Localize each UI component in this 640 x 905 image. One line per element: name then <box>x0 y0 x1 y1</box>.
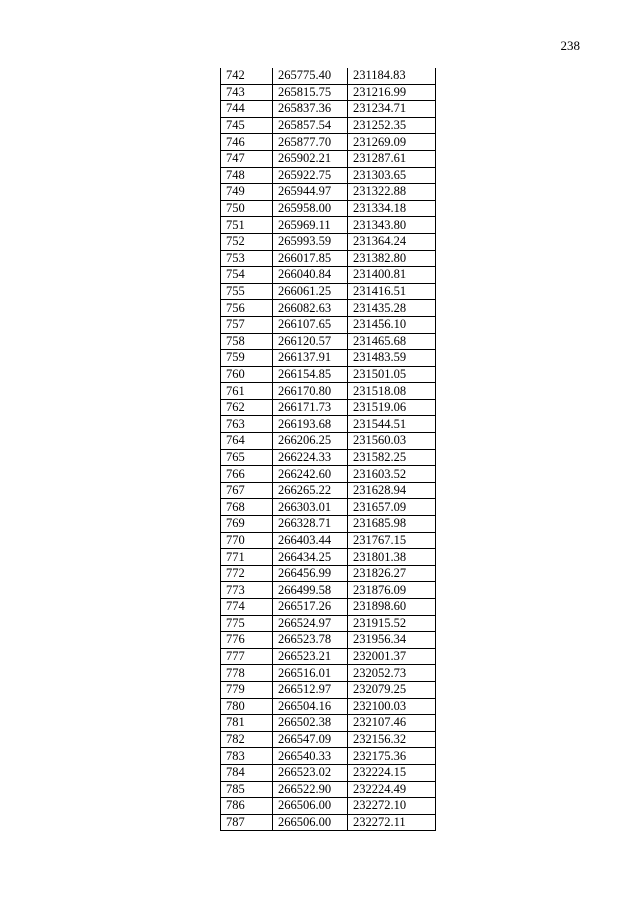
y-coordinate-cell: 231416.51 <box>348 283 436 300</box>
point-number-cell: 771 <box>221 549 273 566</box>
x-coordinate-cell: 266061.25 <box>273 283 348 300</box>
y-coordinate-cell: 232052.73 <box>348 665 436 682</box>
x-coordinate-cell: 266193.68 <box>273 416 348 433</box>
point-number-cell: 750 <box>221 200 273 217</box>
x-coordinate-cell: 265902.21 <box>273 150 348 167</box>
point-number-cell: 751 <box>221 217 273 234</box>
point-number-cell: 743 <box>221 84 273 101</box>
x-coordinate-cell: 265837.36 <box>273 101 348 118</box>
y-coordinate-cell: 231685.98 <box>348 516 436 533</box>
y-coordinate-cell: 231767.15 <box>348 532 436 549</box>
y-coordinate-cell: 231343.80 <box>348 217 436 234</box>
table-row <box>221 433 436 450</box>
table-row <box>221 184 436 201</box>
y-coordinate-cell: 231560.03 <box>348 433 436 450</box>
table-row <box>221 383 436 400</box>
table-row <box>221 648 436 665</box>
point-number-cell: 775 <box>221 615 273 632</box>
x-coordinate-cell: 265969.11 <box>273 217 348 234</box>
y-coordinate-cell: 231501.05 <box>348 366 436 383</box>
point-number-cell: 773 <box>221 582 273 599</box>
table-row <box>221 781 436 798</box>
y-coordinate-cell: 231334.18 <box>348 200 436 217</box>
y-coordinate-cell: 231519.06 <box>348 399 436 416</box>
point-number-cell: 779 <box>221 681 273 698</box>
y-coordinate-cell: 231435.28 <box>348 300 436 317</box>
y-coordinate-cell: 232001.37 <box>348 648 436 665</box>
y-coordinate-cell: 231234.71 <box>348 101 436 118</box>
x-coordinate-cell: 265958.00 <box>273 200 348 217</box>
y-coordinate-cell: 231252.35 <box>348 117 436 134</box>
x-coordinate-cell: 266403.44 <box>273 532 348 549</box>
y-coordinate-cell: 231657.09 <box>348 499 436 516</box>
point-number-cell: 746 <box>221 134 273 151</box>
y-coordinate-cell: 231303.65 <box>348 167 436 184</box>
point-number-cell: 754 <box>221 267 273 284</box>
point-number-cell: 742 <box>221 68 273 84</box>
point-number-cell: 753 <box>221 250 273 267</box>
table-row <box>221 217 436 234</box>
x-coordinate-cell: 266170.80 <box>273 383 348 400</box>
x-coordinate-cell: 266082.63 <box>273 300 348 317</box>
x-coordinate-cell: 266523.02 <box>273 764 348 781</box>
table-row <box>221 350 436 367</box>
table-row <box>221 582 436 599</box>
x-coordinate-cell: 266206.25 <box>273 433 348 450</box>
x-coordinate-cell: 266523.21 <box>273 648 348 665</box>
y-coordinate-cell: 231456.10 <box>348 316 436 333</box>
point-number-cell: 755 <box>221 283 273 300</box>
point-number-cell: 766 <box>221 466 273 483</box>
x-coordinate-cell: 265993.59 <box>273 233 348 250</box>
x-coordinate-cell: 266303.01 <box>273 499 348 516</box>
y-coordinate-cell: 232224.49 <box>348 781 436 798</box>
y-coordinate-cell: 232175.36 <box>348 748 436 765</box>
table-row <box>221 632 436 649</box>
y-coordinate-cell: 231216.99 <box>348 84 436 101</box>
coordinates-table <box>220 68 436 831</box>
table-row <box>221 748 436 765</box>
table-row <box>221 798 436 815</box>
y-coordinate-cell: 231287.61 <box>348 150 436 167</box>
y-coordinate-cell: 231269.09 <box>348 134 436 151</box>
point-number-cell: 770 <box>221 532 273 549</box>
x-coordinate-cell: 266506.00 <box>273 814 348 831</box>
y-coordinate-cell: 231603.52 <box>348 466 436 483</box>
y-coordinate-cell: 231898.60 <box>348 599 436 616</box>
table-row <box>221 482 436 499</box>
x-coordinate-cell: 266154.85 <box>273 366 348 383</box>
y-coordinate-cell: 232156.32 <box>348 731 436 748</box>
y-coordinate-cell: 232100.03 <box>348 698 436 715</box>
x-coordinate-cell: 266328.71 <box>273 516 348 533</box>
table-row <box>221 764 436 781</box>
point-number-cell: 760 <box>221 366 273 383</box>
x-coordinate-cell: 266120.57 <box>273 333 348 350</box>
y-coordinate-cell: 231801.38 <box>348 549 436 566</box>
table-row <box>221 698 436 715</box>
table-row <box>221 516 436 533</box>
table-row <box>221 167 436 184</box>
y-coordinate-cell: 232079.25 <box>348 681 436 698</box>
x-coordinate-cell: 266107.65 <box>273 316 348 333</box>
x-coordinate-cell: 266137.91 <box>273 350 348 367</box>
y-coordinate-cell: 232107.46 <box>348 715 436 732</box>
x-coordinate-cell: 266506.00 <box>273 798 348 815</box>
table-row <box>221 715 436 732</box>
table-row <box>221 267 436 284</box>
point-number-cell: 764 <box>221 433 273 450</box>
y-coordinate-cell: 231322.88 <box>348 184 436 201</box>
x-coordinate-cell: 266265.22 <box>273 482 348 499</box>
x-coordinate-cell: 266516.01 <box>273 665 348 682</box>
y-coordinate-cell: 231184.83 <box>348 68 436 84</box>
x-coordinate-cell: 266540.33 <box>273 748 348 765</box>
y-coordinate-cell: 231544.51 <box>348 416 436 433</box>
table-row <box>221 499 436 516</box>
table-row <box>221 150 436 167</box>
point-number-cell: 747 <box>221 150 273 167</box>
y-coordinate-cell: 231628.94 <box>348 482 436 499</box>
table-row <box>221 101 436 118</box>
x-coordinate-cell: 266504.16 <box>273 698 348 715</box>
point-number-cell: 786 <box>221 798 273 815</box>
point-number-cell: 762 <box>221 399 273 416</box>
table-row <box>221 117 436 134</box>
y-coordinate-cell: 231826.27 <box>348 565 436 582</box>
point-number-cell: 777 <box>221 648 273 665</box>
y-coordinate-cell: 231483.59 <box>348 350 436 367</box>
y-coordinate-cell: 231956.34 <box>348 632 436 649</box>
x-coordinate-cell: 266171.73 <box>273 399 348 416</box>
point-number-cell: 778 <box>221 665 273 682</box>
table-row <box>221 316 436 333</box>
table-row <box>221 549 436 566</box>
y-coordinate-cell: 231582.25 <box>348 449 436 466</box>
y-coordinate-cell: 231400.81 <box>348 267 436 284</box>
point-number-cell: 787 <box>221 814 273 831</box>
table-row <box>221 665 436 682</box>
point-number-cell: 780 <box>221 698 273 715</box>
point-number-cell: 756 <box>221 300 273 317</box>
y-coordinate-cell: 232272.11 <box>348 814 436 831</box>
point-number-cell: 767 <box>221 482 273 499</box>
table-row <box>221 200 436 217</box>
x-coordinate-cell: 265815.75 <box>273 84 348 101</box>
point-number-cell: 745 <box>221 117 273 134</box>
table-row <box>221 532 436 549</box>
x-coordinate-cell: 266242.60 <box>273 466 348 483</box>
point-number-cell: 761 <box>221 383 273 400</box>
point-number-cell: 759 <box>221 350 273 367</box>
y-coordinate-cell: 231364.24 <box>348 233 436 250</box>
table-row <box>221 283 436 300</box>
table-row <box>221 68 436 84</box>
x-coordinate-cell: 266524.97 <box>273 615 348 632</box>
x-coordinate-cell: 265922.75 <box>273 167 348 184</box>
x-coordinate-cell: 266434.25 <box>273 549 348 566</box>
table-row <box>221 366 436 383</box>
y-coordinate-cell: 231876.09 <box>348 582 436 599</box>
x-coordinate-cell: 265857.54 <box>273 117 348 134</box>
table-row <box>221 300 436 317</box>
x-coordinate-cell: 266499.58 <box>273 582 348 599</box>
point-number-cell: 769 <box>221 516 273 533</box>
point-number-cell: 772 <box>221 565 273 582</box>
x-coordinate-cell: 265944.97 <box>273 184 348 201</box>
table-row <box>221 233 436 250</box>
x-coordinate-cell: 266522.90 <box>273 781 348 798</box>
y-coordinate-cell: 232224.15 <box>348 764 436 781</box>
point-number-cell: 774 <box>221 599 273 616</box>
point-number-cell: 749 <box>221 184 273 201</box>
table-row <box>221 134 436 151</box>
point-number-cell: 757 <box>221 316 273 333</box>
x-coordinate-cell: 266224.33 <box>273 449 348 466</box>
point-number-cell: 784 <box>221 764 273 781</box>
y-coordinate-cell: 231518.08 <box>348 383 436 400</box>
point-number-cell: 752 <box>221 233 273 250</box>
table-row <box>221 333 436 350</box>
x-coordinate-cell: 266017.85 <box>273 250 348 267</box>
table-row <box>221 466 436 483</box>
point-number-cell: 744 <box>221 101 273 118</box>
x-coordinate-cell: 266456.99 <box>273 565 348 582</box>
x-coordinate-cell: 266512.97 <box>273 681 348 698</box>
table-row <box>221 814 436 831</box>
page-number: 238 <box>560 38 580 53</box>
y-coordinate-cell: 231382.80 <box>348 250 436 267</box>
coordinates-table-body <box>221 68 436 831</box>
table-row <box>221 449 436 466</box>
x-coordinate-cell: 266523.78 <box>273 632 348 649</box>
x-coordinate-cell: 266517.26 <box>273 599 348 616</box>
x-coordinate-cell: 266547.09 <box>273 731 348 748</box>
point-number-cell: 785 <box>221 781 273 798</box>
point-number-cell: 763 <box>221 416 273 433</box>
table-row <box>221 615 436 632</box>
table-row <box>221 416 436 433</box>
y-coordinate-cell: 232272.10 <box>348 798 436 815</box>
point-number-cell: 768 <box>221 499 273 516</box>
point-number-cell: 758 <box>221 333 273 350</box>
table-row <box>221 681 436 698</box>
table-row <box>221 399 436 416</box>
x-coordinate-cell: 266502.38 <box>273 715 348 732</box>
x-coordinate-cell: 266040.84 <box>273 267 348 284</box>
point-number-cell: 782 <box>221 731 273 748</box>
x-coordinate-cell: 265877.70 <box>273 134 348 151</box>
table-row <box>221 84 436 101</box>
point-number-cell: 781 <box>221 715 273 732</box>
x-coordinate-cell: 265775.40 <box>273 68 348 84</box>
y-coordinate-cell: 231915.52 <box>348 615 436 632</box>
table-row <box>221 731 436 748</box>
point-number-cell: 783 <box>221 748 273 765</box>
point-number-cell: 748 <box>221 167 273 184</box>
point-number-cell: 765 <box>221 449 273 466</box>
table-row <box>221 565 436 582</box>
point-number-cell: 776 <box>221 632 273 649</box>
table-row <box>221 250 436 267</box>
table-row <box>221 599 436 616</box>
y-coordinate-cell: 231465.68 <box>348 333 436 350</box>
